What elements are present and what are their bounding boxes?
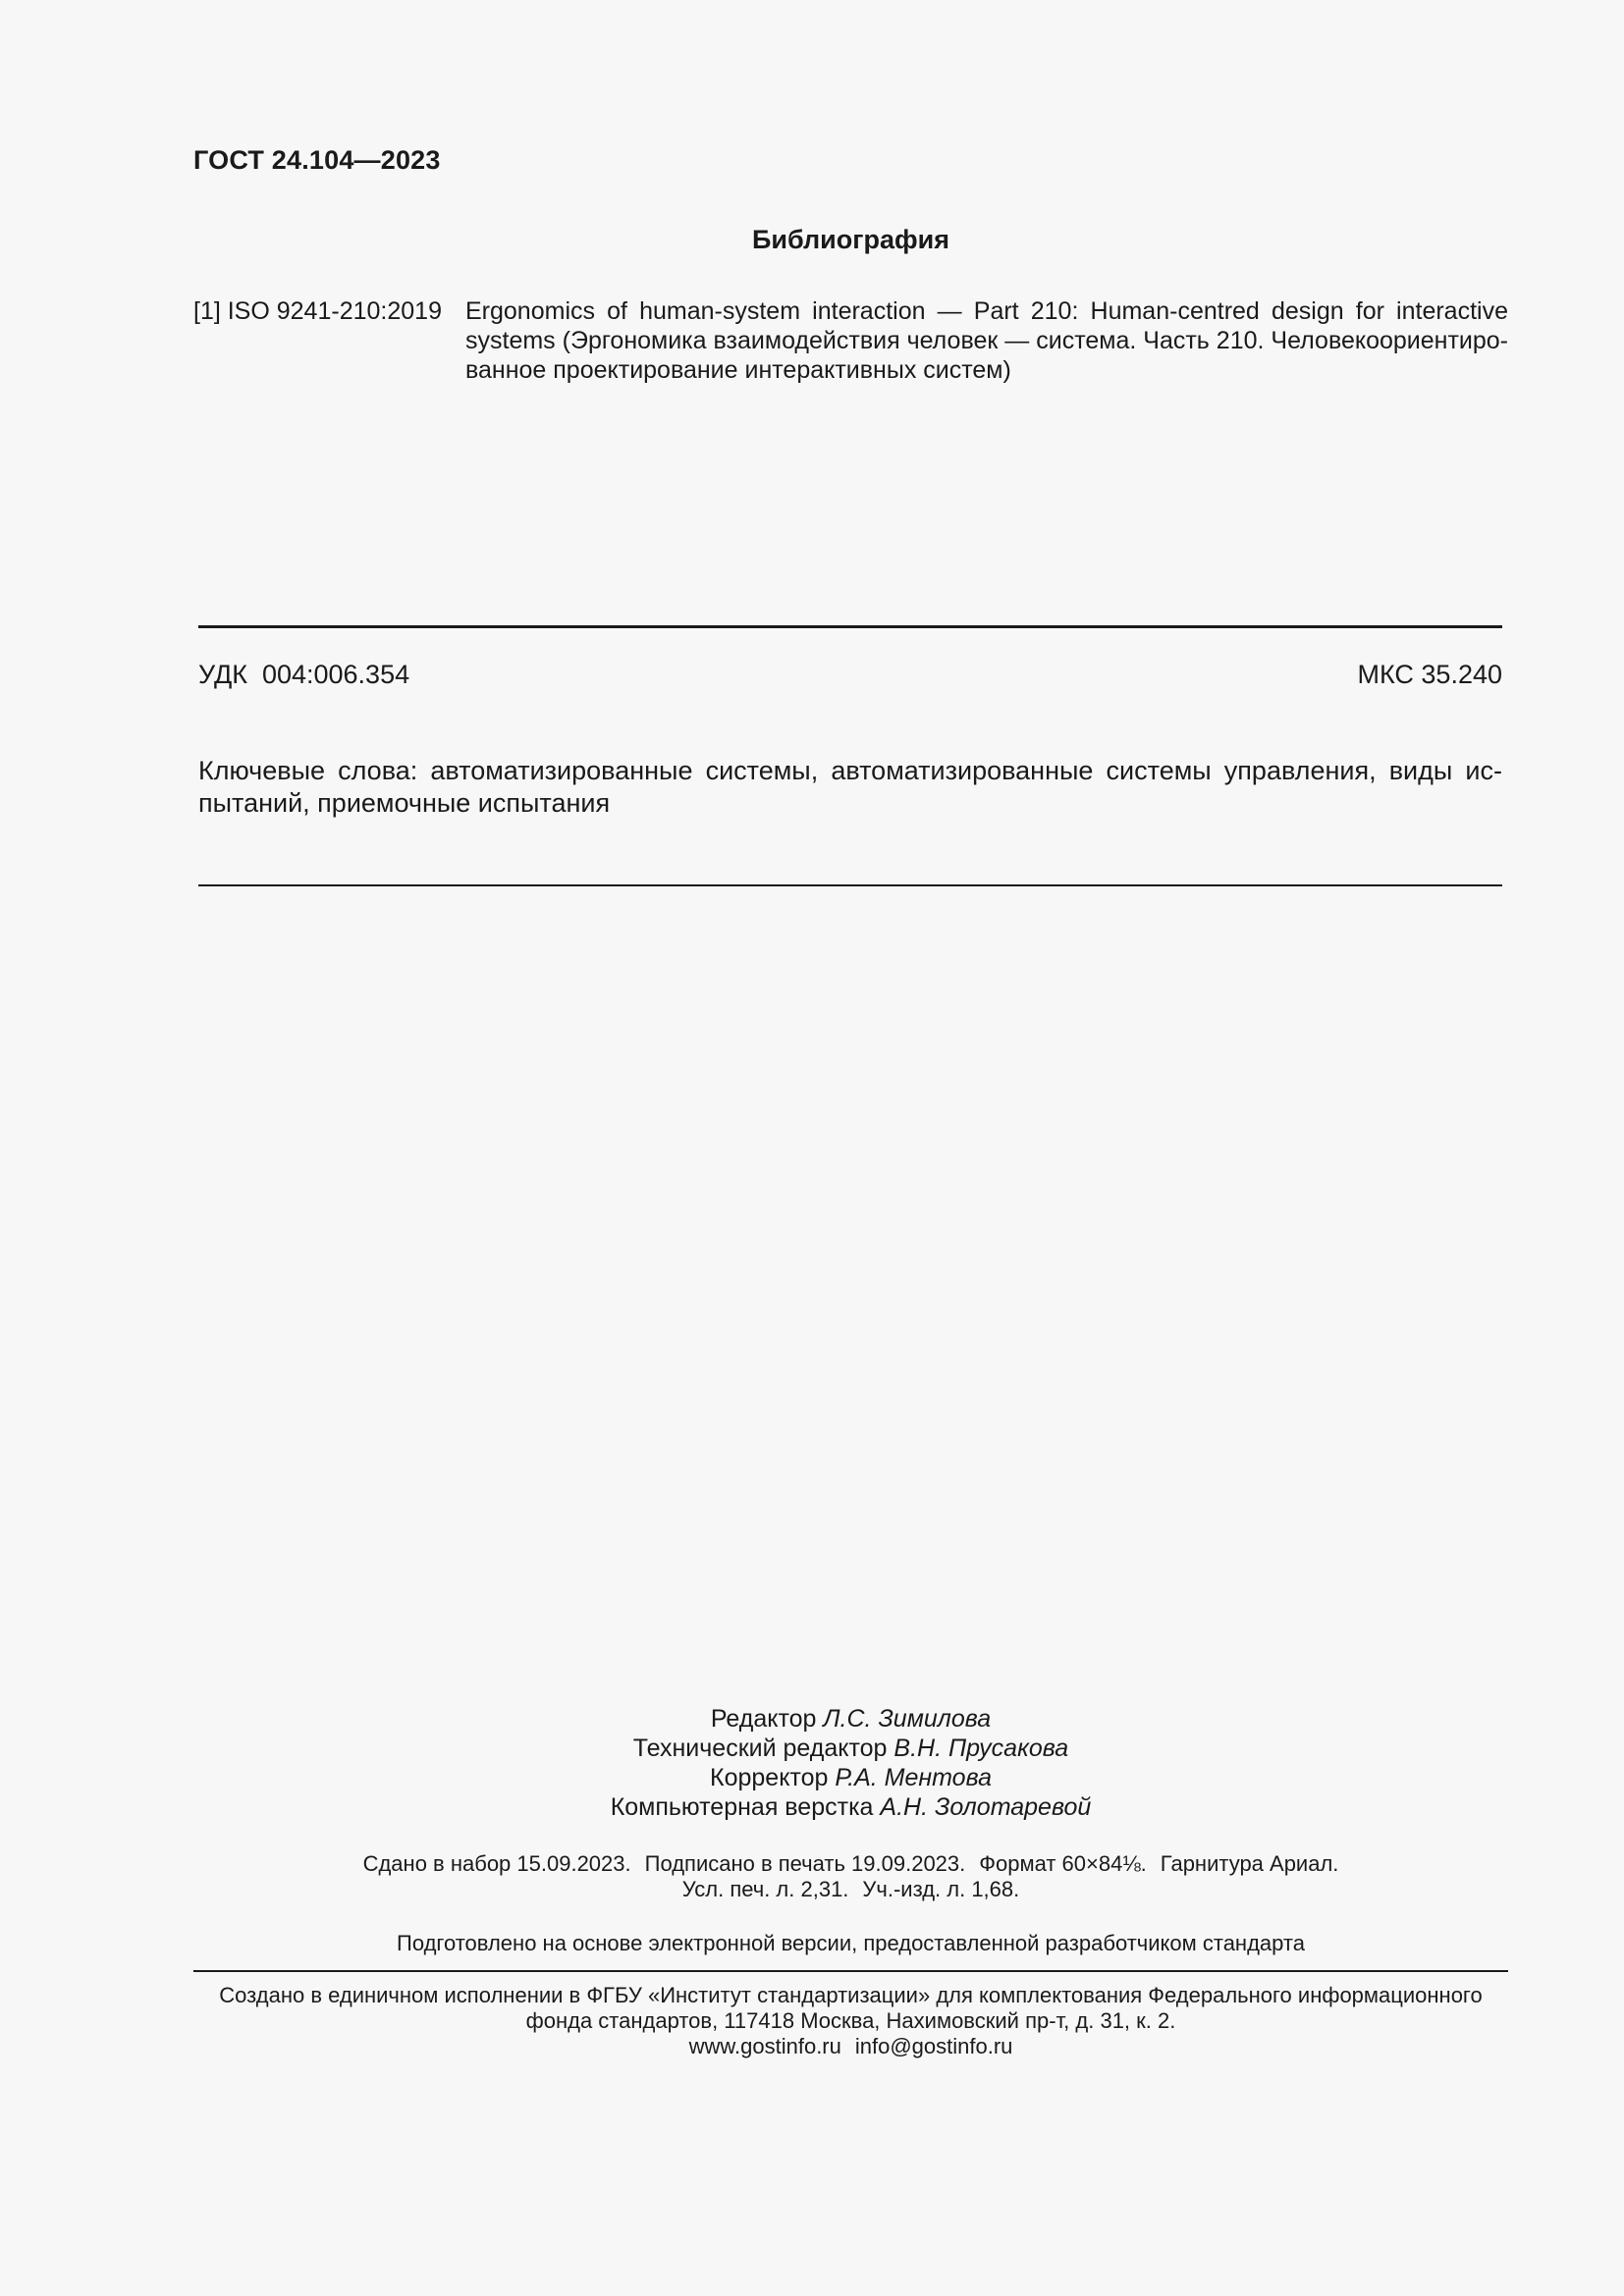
credit-editor-name: Л.С. Зимилова xyxy=(823,1705,992,1733)
bibliography-entry xyxy=(193,296,1508,385)
credits-block xyxy=(0,1704,1624,1822)
publisher-block xyxy=(193,1983,1508,2059)
print-info-line-1 xyxy=(0,1851,1624,1877)
udk-code: УДК 004:006.354 xyxy=(198,660,410,689)
print-submitted: Сдано в набор 15.09.2023. xyxy=(362,1851,631,1876)
bibliography-heading: Библиография xyxy=(752,225,949,254)
credit-editor-label: Редактор xyxy=(710,1705,817,1733)
publisher-line-1: Создано в единичном исполнении в ФГБУ «Институт стандартизации» для комплектования Федерального информационного xyxy=(219,1983,1483,2007)
credit-editor xyxy=(0,1704,1624,1734)
print-info-line-2 xyxy=(0,1877,1624,1902)
divider-bottom xyxy=(193,1970,1508,1972)
divider-middle xyxy=(198,884,1502,886)
bibliography-entry-ref: [1] ISO 9241-210:2019 xyxy=(193,297,442,325)
publisher-email-link[interactable]: info@gostinfo.ru xyxy=(854,2034,1013,2058)
credit-layout-name: А.Н. Золотаревой xyxy=(880,1793,1092,1821)
publisher-contacts xyxy=(193,2034,1508,2059)
prepared-note: Подготовлено на основе электронной версии, предоставленной разработчиком стандарта xyxy=(397,1931,1305,1955)
credit-tech-editor xyxy=(0,1734,1624,1763)
credit-corrector xyxy=(0,1763,1624,1792)
print-sheets: Усл. печ. л. 2,31. xyxy=(681,1877,849,1901)
print-typeface: Гарнитура Ариал. xyxy=(1160,1851,1339,1876)
print-signed: Подписано в печать 19.09.2023. xyxy=(644,1851,966,1876)
print-info-block xyxy=(0,1851,1624,1902)
document-number: ГОСТ 24.104—2023 xyxy=(193,145,441,175)
publisher-line-2: фонда стандартов, 117418 Москва, Нахимовский пр-т, д. 31, к. 2. xyxy=(525,2008,1176,2033)
bibliography-entry-text: Ergonomics of human-system interaction — Part 210: Human-centred design for interactive systems (Эргономика взаимодействия человек — система. Часть 210. Человекоориентиро-ванное проектирование интерактивных систем) xyxy=(465,297,1508,384)
mks-code: МКС 35.240 xyxy=(1357,660,1502,689)
publish-sheets: Уч.-изд. л. 1,68. xyxy=(862,1877,1020,1901)
credit-corrector-label: Корректор xyxy=(710,1764,829,1791)
keywords-paragraph: Ключевые слова: автоматизированные системы, автоматизированные системы управления, виды ис-пытаний, приемочные испытания xyxy=(198,756,1502,818)
divider-top xyxy=(198,625,1502,628)
credit-tech-editor-name: В.Н. Прусакова xyxy=(893,1735,1069,1762)
credit-tech-editor-label: Технический редактор xyxy=(632,1735,888,1762)
credit-corrector-name: Р.А. Ментова xyxy=(835,1764,992,1791)
print-format: Формат 60×84⅛. xyxy=(979,1851,1147,1876)
credit-layout xyxy=(0,1792,1624,1822)
publisher-website-link[interactable]: www.gostinfo.ru xyxy=(688,2034,841,2058)
credit-layout-label: Компьютерная верстка xyxy=(610,1793,874,1821)
